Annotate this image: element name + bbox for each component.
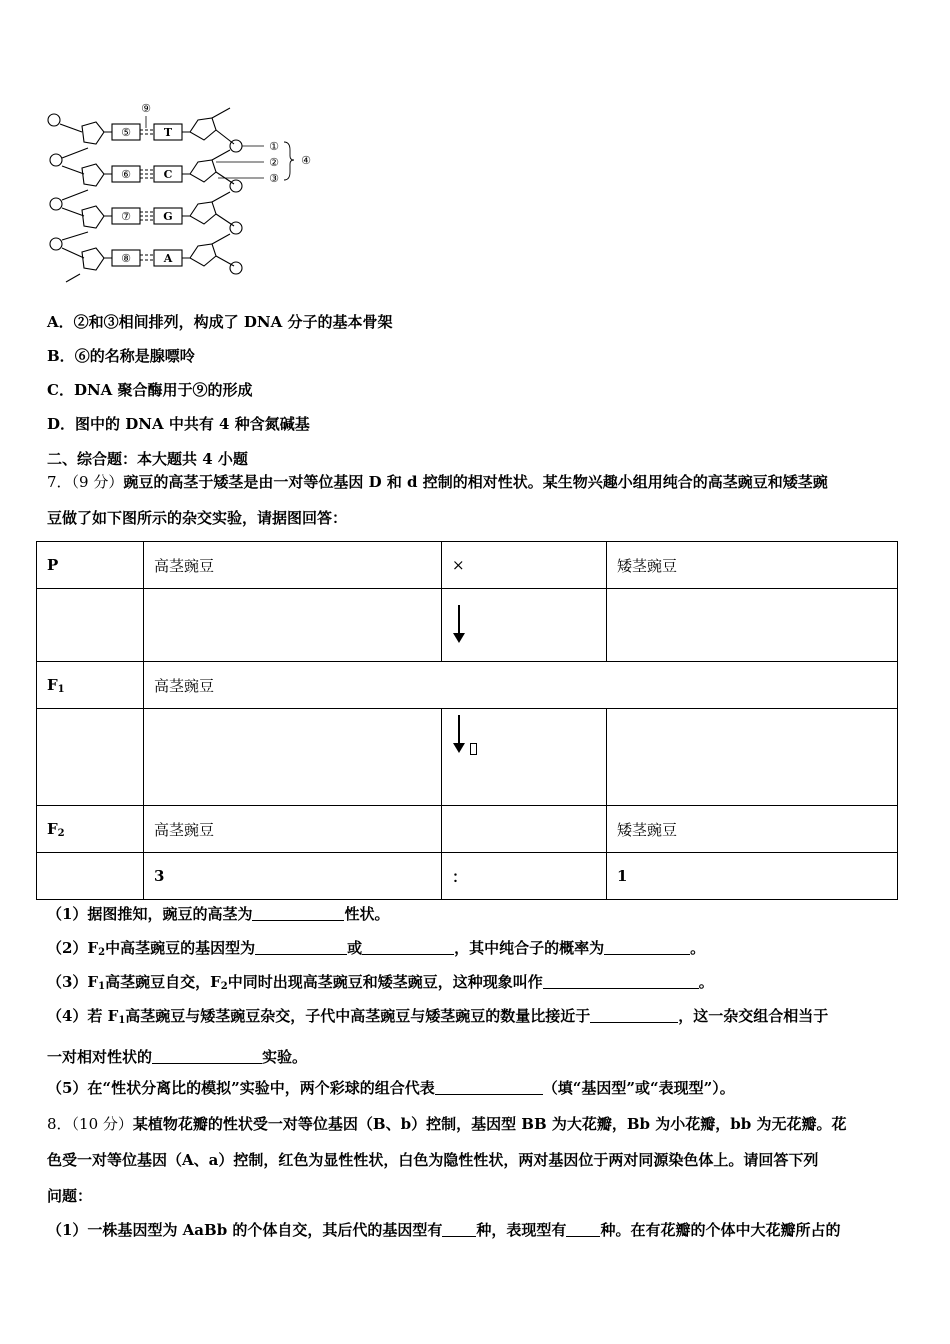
q8-number: 8． <box>47 1115 72 1133</box>
backbone-right <box>212 108 234 266</box>
label-3: ③ <box>269 172 279 185</box>
option-b <box>47 345 195 366</box>
answer-blank[interactable] <box>152 1049 262 1064</box>
ratio-left: 3 <box>144 853 442 900</box>
deoxyribose-left-1 <box>82 122 104 144</box>
phosphate-left-3 <box>50 198 62 210</box>
base-label-G: G <box>163 210 173 223</box>
option-a-letter: A． <box>47 313 74 331</box>
phosphate-right-1 <box>230 140 242 152</box>
f1-label: $F_1$ <box>37 662 144 709</box>
q8-line1: 某植物花瓣的性状受一对等位基因（B、b）控制，基因型 BB 为大花瓣，Bb 为小花瓣，bb 为无花瓣。花 <box>132 1115 847 1133</box>
phosphate-right-3 <box>230 222 242 234</box>
answer-blank[interactable] <box>435 1080 543 1095</box>
table-row-ratio <box>37 853 898 900</box>
backbone-left <box>60 124 88 282</box>
deoxyribose-right-2 <box>190 160 216 182</box>
deoxyribose-left-4 <box>82 248 104 270</box>
q7-sub2: $(2)F_2$中高茎豌豆的基因型为 或 ，其中纯合子的概率为 。 <box>47 939 706 958</box>
deoxyribose-left-2 <box>82 164 104 186</box>
base-label-A: A <box>163 252 173 265</box>
self-cross-symbol-icon <box>470 743 477 755</box>
p-label: P <box>37 542 144 589</box>
f2-tall: 高茎豌豆 <box>144 806 442 853</box>
base-label-7: ⑦ <box>121 210 131 223</box>
q7-number: 7． <box>47 473 72 491</box>
base-label-T: T <box>163 126 173 139</box>
option-a-text: ②和③相间排列，构成了 DNA 分子的基本骨架 <box>73 313 393 331</box>
q7-stem-line1: 豌豆的高茎于矮茎是由一对等位基因 D 和 d 控制的相对性状。某生物兴趣小组用纯合的高茎豌豆和矮茎豌 <box>123 473 828 491</box>
down-arrow-icon <box>452 715 466 755</box>
label-9: ⑨ <box>141 102 151 115</box>
option-b-text: ⑥的名称是腺嘌呤 <box>74 347 195 365</box>
q7-sub1: （1）据图推知，豌豆的高茎为 性状。 <box>47 905 390 923</box>
option-b-letter: B． <box>47 347 75 365</box>
q8-score: （10 分） <box>71 1115 133 1133</box>
q7-sub3: $(3)F_1$高茎豌豆自交，$F_2$中同时出现高茎豌豆和矮茎豌豆，这种现象叫作 。 <box>47 973 714 992</box>
phosphate-left-1 <box>48 114 60 126</box>
base-label-8: ⑧ <box>121 252 131 265</box>
answer-blank[interactable] <box>543 974 699 989</box>
label-4: ④ <box>301 154 311 167</box>
phosphate-left-2 <box>50 154 62 166</box>
down-arrow-icon <box>452 605 466 645</box>
answer-blank[interactable] <box>604 940 690 955</box>
table-row-f1 <box>37 662 898 709</box>
p-short: 矮茎豌豆 <box>607 542 898 589</box>
cross-sign: × <box>442 542 607 589</box>
dna-structure-diagram <box>40 98 320 288</box>
q8-line3: 问题： <box>47 1187 93 1205</box>
f1-tall: 高茎豌豆 <box>144 662 898 709</box>
q7-score: （9 分） <box>71 473 124 491</box>
hydrogen-bonds <box>140 130 154 260</box>
base-label-C: C <box>163 168 173 181</box>
table-row-p <box>37 542 898 589</box>
deoxyribose-right-1 <box>190 118 216 140</box>
answer-blank[interactable] <box>566 1222 600 1237</box>
ratio-right: 1 <box>607 853 898 900</box>
phosphate-left-4 <box>50 238 62 250</box>
base-label-5: ⑤ <box>121 126 131 139</box>
f2-label: $F_2$ <box>37 806 144 853</box>
phosphate-right-4 <box>230 262 242 274</box>
brace <box>284 142 294 180</box>
option-c <box>47 379 253 400</box>
option-d-text: 图中的 DNA 中共有 4 种含氮碱基 <box>75 415 310 433</box>
q7-sub4: （4）若 $F_1$高茎豌豆与矮茎豌豆杂交，子代中高茎豌豆与矮茎豌豆的数量比接近于 ，这一杂交组合相当于 一对相对性状的 实验。 <box>47 1007 829 1066</box>
q7-stem <box>47 464 907 536</box>
answer-blank[interactable] <box>255 940 347 955</box>
q8-stem <box>47 1106 907 1214</box>
cross-table <box>36 541 898 900</box>
ratio-colon: ： <box>442 853 607 900</box>
f2-short: 矮茎豌豆 <box>607 806 898 853</box>
answer-blank[interactable] <box>252 906 344 921</box>
label-2: ② <box>269 156 279 169</box>
option-c-letter: C． <box>47 381 74 399</box>
deoxyribose-right-4 <box>190 244 216 266</box>
q8-line2: 色受一对等位基因（A、a）控制，红色为显性性状，白色为隐性性状，两对基因位于两对同源染色体上。请回答下列 <box>47 1151 819 1169</box>
deoxyribose-right-3 <box>190 202 216 224</box>
answer-blank[interactable] <box>590 1008 678 1023</box>
q7-stem-line2: 豆做了如下图所示的杂交实验，请据图回答： <box>47 509 348 527</box>
deoxyribose-left-3 <box>82 206 104 228</box>
option-c-text: DNA 聚合酶用于⑨的形成 <box>73 381 253 399</box>
table-row-arrow2 <box>37 709 898 806</box>
table-row-arrow1 <box>37 589 898 662</box>
table-row-f2 <box>37 806 898 853</box>
arrow-cell-2 <box>442 709 607 806</box>
p-tall: 高茎豌豆 <box>144 542 442 589</box>
arrow-cell-1 <box>442 589 607 662</box>
base-label-6: ⑥ <box>121 168 131 181</box>
label-1: ① <box>269 140 279 153</box>
q7-sub5: （5）在“性状分离比的模拟”实验中，两个彩球的组合代表 （填“基因型”或“表现型”）。 <box>47 1079 735 1097</box>
option-a <box>47 311 392 332</box>
option-d-letter: D． <box>47 415 76 433</box>
q8-sub1: （1）一株基因型为 AaBb 的个体自交，其后代的基因型有 种，表现型有 种。在有花瓣的个体中大花瓣所占的 <box>47 1221 841 1239</box>
section-heading: 二、综合题：本大题共 4 小题 <box>47 450 248 468</box>
answer-blank[interactable] <box>442 1222 476 1237</box>
option-d <box>47 413 310 434</box>
phosphate-right-2 <box>230 180 242 192</box>
answer-blank[interactable] <box>362 940 454 955</box>
